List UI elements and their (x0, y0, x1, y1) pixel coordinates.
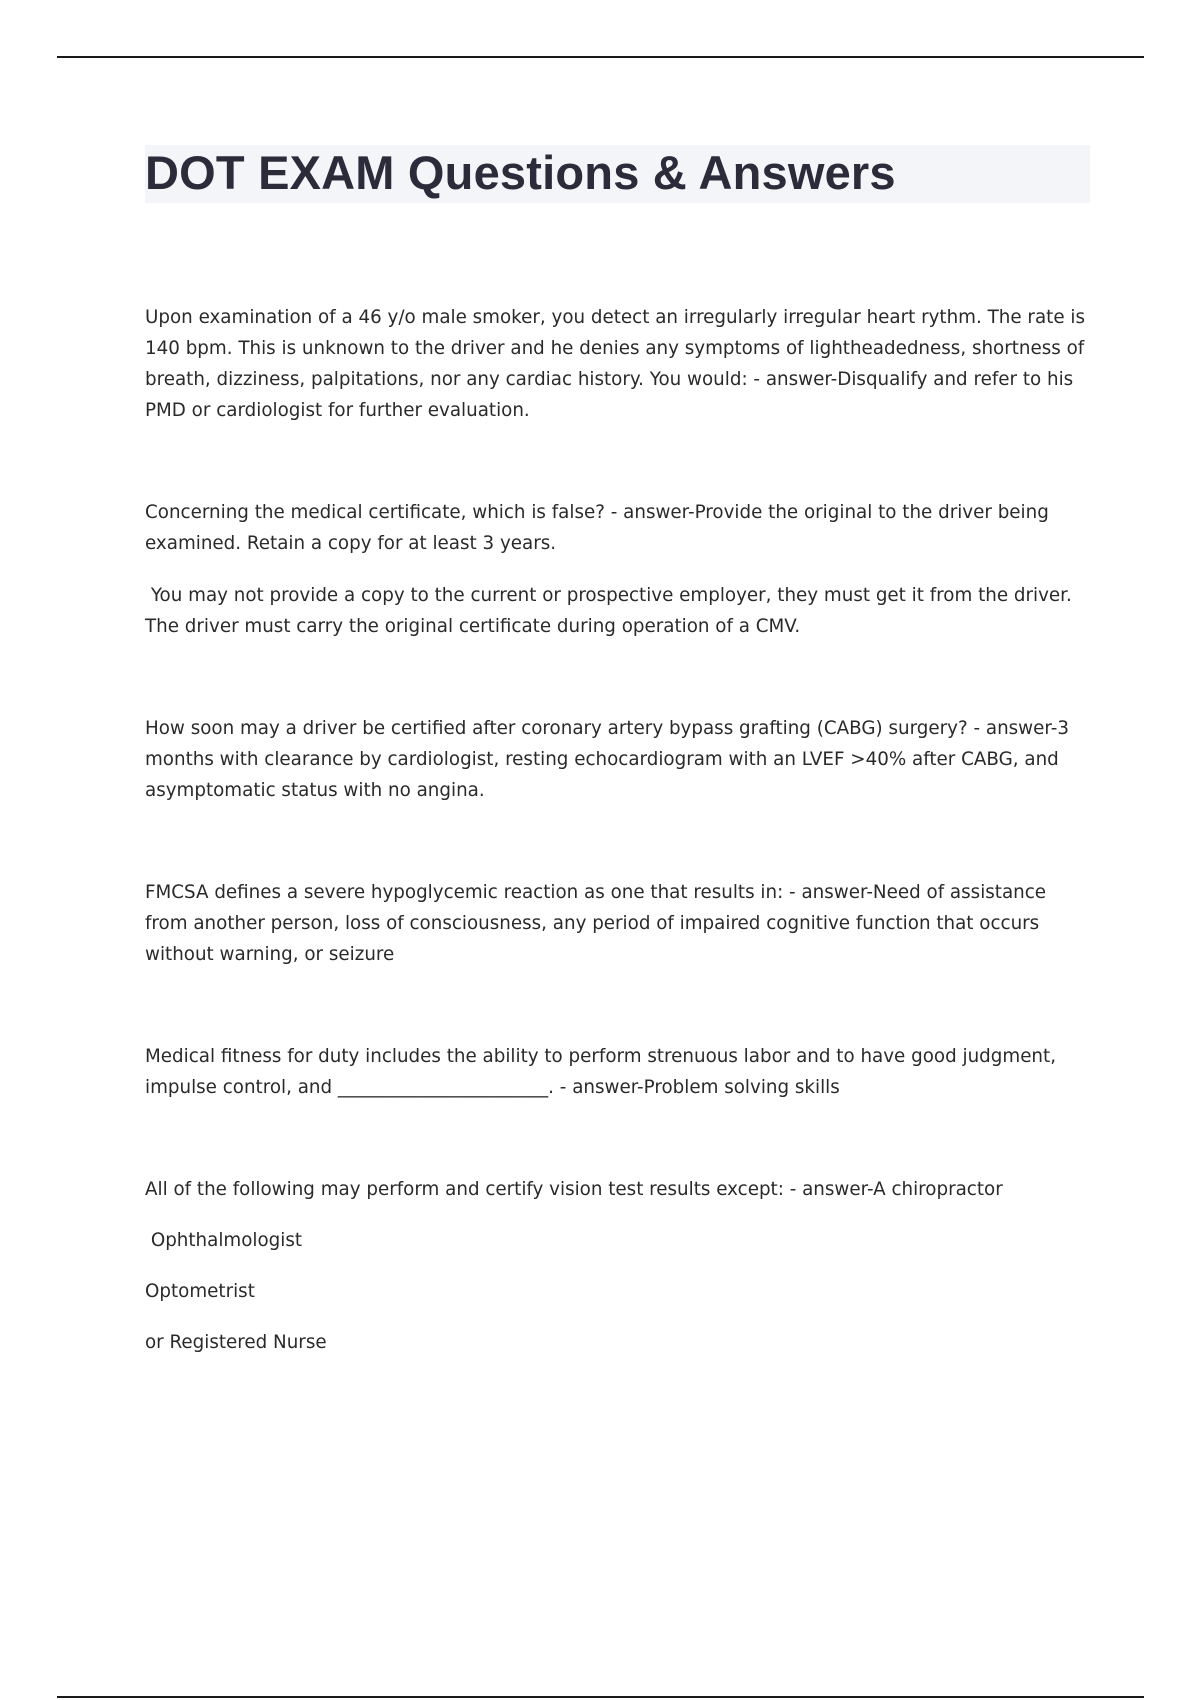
document-body (145, 302, 1090, 1358)
qa-item-6-option: Optometrist (145, 1281, 255, 1302)
qa-item-6-option: or Registered Nurse (145, 1332, 327, 1353)
qa-item-6: All of the following may perform and certify vision test results except: - answer-A chiropractor (145, 1179, 1003, 1200)
document-title: DOT EXAM Questions & Answers (145, 146, 896, 199)
qa-item-1: Upon examination of a 46 y/o male smoker, you detect an irregularly irregular heart rythm. The rate is 140 bpm. This is unknown to the driver and he denies any symptoms of lightheadedness, shortness of breath, dizziness, palpitations, nor any cardiac history. You would: - answer-Disqualify and refer to his PMD or cardiologist for further evaluation. (145, 307, 1091, 421)
top-rule (57, 56, 1144, 58)
qa-item-6-option: Ophthalmologist (145, 1230, 303, 1251)
qa-item-5: Medical fitness for duty includes the ability to perform strenuous labor and to have good judgment, impulse control, and _______________________. - answer-Problem solving skills (145, 1046, 1062, 1098)
qa-item-2: Concerning the medical certificate, which is false? - answer-Provide the original to the driver being examined. Retain a copy for at least 3 years. (145, 502, 1055, 554)
qa-item-3: How soon may a driver be certified after coronary artery bypass grafting (CABG) surgery? - answer-3 months with clearance by cardiologist, resting echocardiogram with an LVEF >40% after CABG, and asymptomatic status with no angina. (145, 718, 1075, 801)
bottom-rule (57, 1696, 1144, 1698)
qa-item-4: FMCSA defines a severe hypoglycemic reaction as one that results in: - answer-Need of assistance from another person, loss of consciousness, any period of impaired cognitive function that occurs without warning, or seizure (145, 882, 1052, 965)
qa-item-2-continuation: You may not provide a copy to the current or prospective employer, they must get it from the driver. The driver must carry the original certificate during operation of a CMV. (145, 585, 1078, 637)
